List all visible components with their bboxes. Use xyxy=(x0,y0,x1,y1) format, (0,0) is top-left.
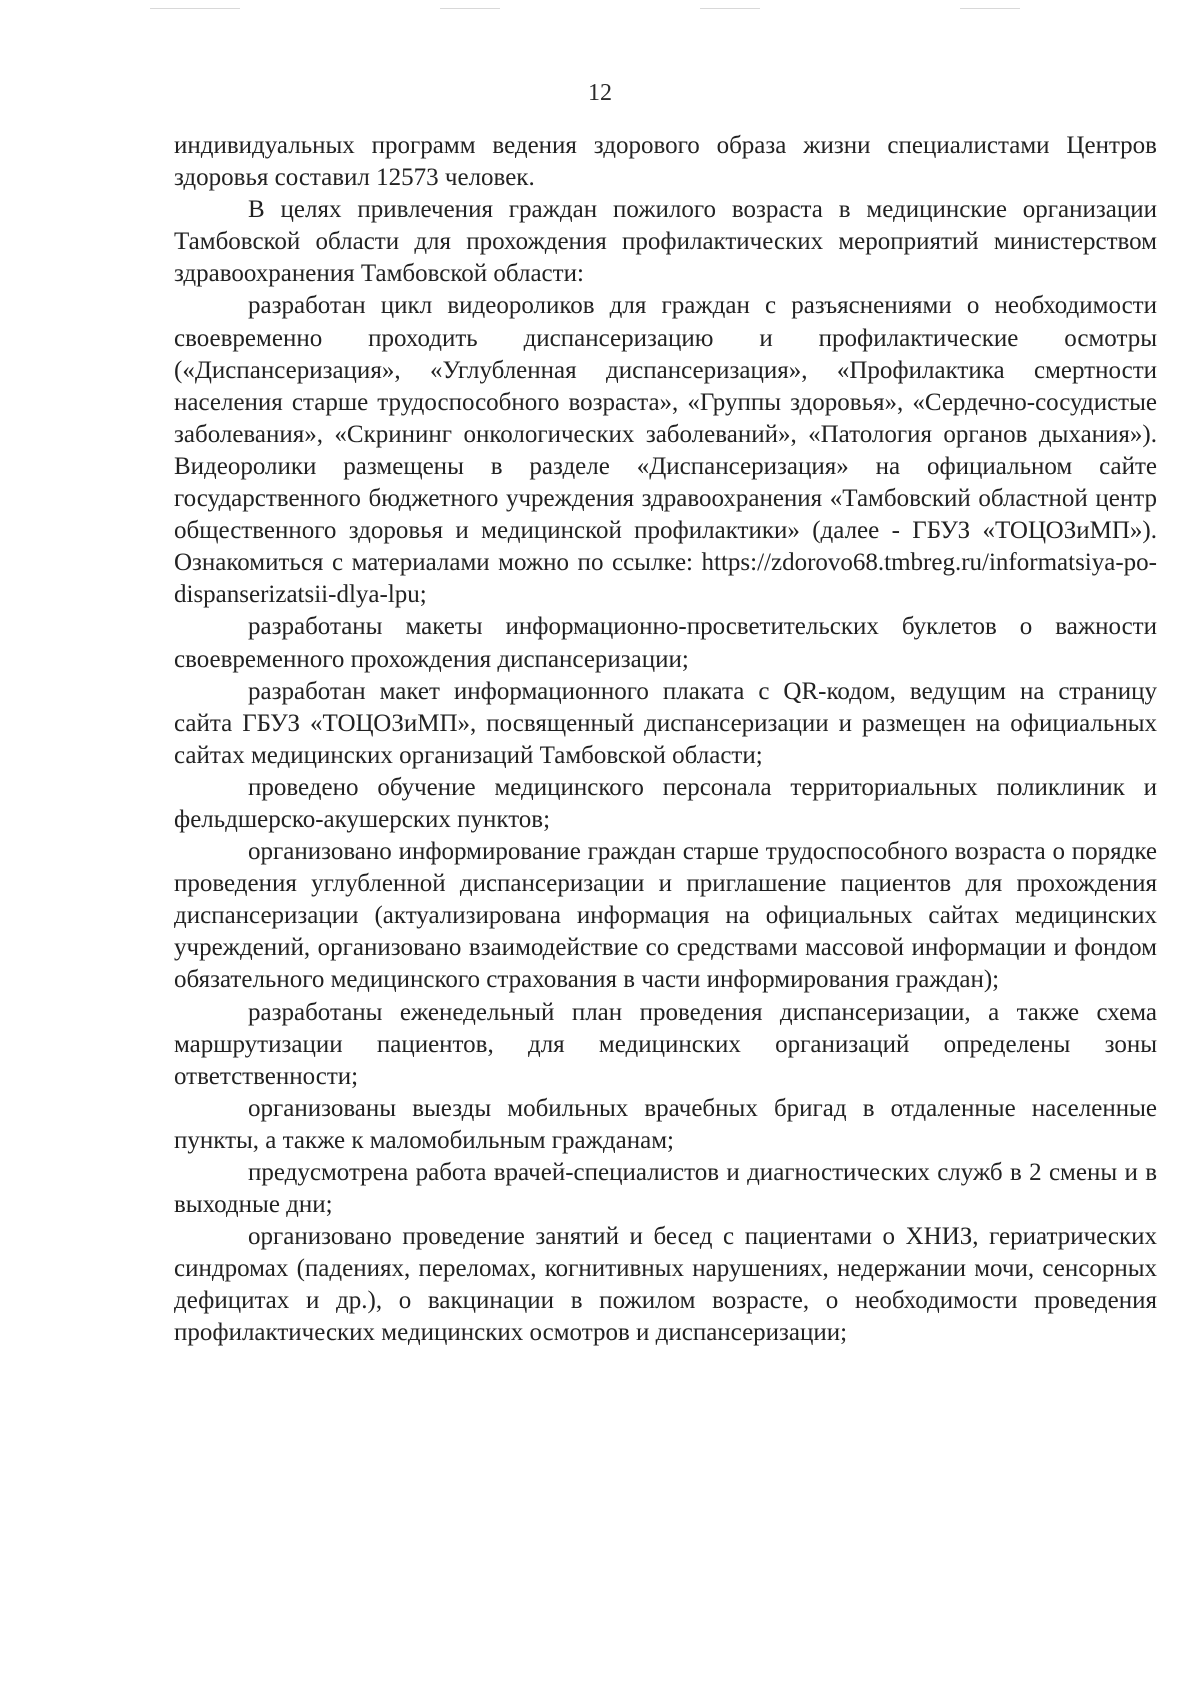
scan-artifact xyxy=(150,8,240,9)
scan-artifact xyxy=(700,8,760,9)
paragraph-intro: В целях привлечения граждан пожилого возраста в медицинские организации Тамбовской области для прохождения профилактических мероприятий министерством здравоохранения Тамбовской области: xyxy=(174,196,1157,288)
list-item-mobile-teams: организованы выезды мобильных врачебных бригад в отдаленные населенные пункты, а также к маломобильным гражданам; xyxy=(174,1094,1157,1154)
list-item-sessions: организовано проведение занятий и бесед с пациентами о ХНИЗ, гериатрических синдромах (падениях, переломах, когнитивных нарушениях, недержании мочи, сенсорных дефицитах и др.), о вакцинации в пожилом возрасте, о необходимости проведения профилактических медицинских осмотров и диспансеризации; xyxy=(174,1223,1157,1347)
scan-artifact xyxy=(440,8,500,9)
list-item-videos: разработан цикл видеороликов для граждан с разъяснениями о необходимости своевременно проходить диспансеризацию и профилактические осмотры («Диспансеризация», «Углубленная диспансеризация», «Профилактика смертности населения старше трудоспособного возраста», «Группы здоровья», «Сердечно-сосудистые заболевания», «Скрининг онкологических заболеваний», «Патология органов дыхания»). Видеоролики размещены в разделе «Диспансеризация» на официальном сайте государственного бюджетного учреждения здравоохранения «Тамбовский областной центр общественного здоровья и медицинской профилактики» (далее - ГБУЗ «ТОЦОЗиМП»). Ознакомиться с материалами можно по ссылке: https://zdorovo68.tmbreg.ru/informatsiya-po-dispanserizatsii-dlya-lpu; xyxy=(174,292,1157,609)
document-body xyxy=(174,130,1157,1350)
scan-artifact xyxy=(960,8,1020,9)
list-item-informing: организовано информирование граждан старше трудоспособного возраста о порядке проведения углубленной диспансеризации и приглашение пациентов для прохождения диспансеризации (актуализирована информация на официальных сайтах медицинских учреждений, организовано взаимодействие со средствами массовой информации и фондом обязательного медицинского страхования в части информирования граждан); xyxy=(174,838,1157,994)
list-item-poster: разработан макет информационного плаката с QR-кодом, ведущим на страницу сайта ГБУЗ «ТОЦОЗиМП», посвященный диспансеризации и размещен на официальных сайтах медицинских организаций Тамбовской области; xyxy=(174,677,1157,769)
page-number: 12 xyxy=(588,80,612,106)
list-item-plan: разработаны еженедельный план проведения диспансеризации, а также схема маршрутизации пациентов, для медицинских организаций определены зоны ответственности; xyxy=(174,998,1157,1090)
list-item-training: проведено обучение медицинского персонала территориальных поликлиник и фельдшерско-акушерских пунктов; xyxy=(174,773,1157,833)
list-item-shifts: предусмотрена работа врачей-специалистов и диагностических служб в 2 смены и в выходные дни; xyxy=(174,1159,1157,1219)
paragraph-continuation: индивидуальных программ ведения здорового образа жизни специалистами Центров здоровья составил 12573 человек. xyxy=(174,132,1157,192)
list-item-booklets: разработаны макеты информационно-просветительских буклетов о важности своевременного прохождения диспансеризации; xyxy=(174,613,1157,673)
